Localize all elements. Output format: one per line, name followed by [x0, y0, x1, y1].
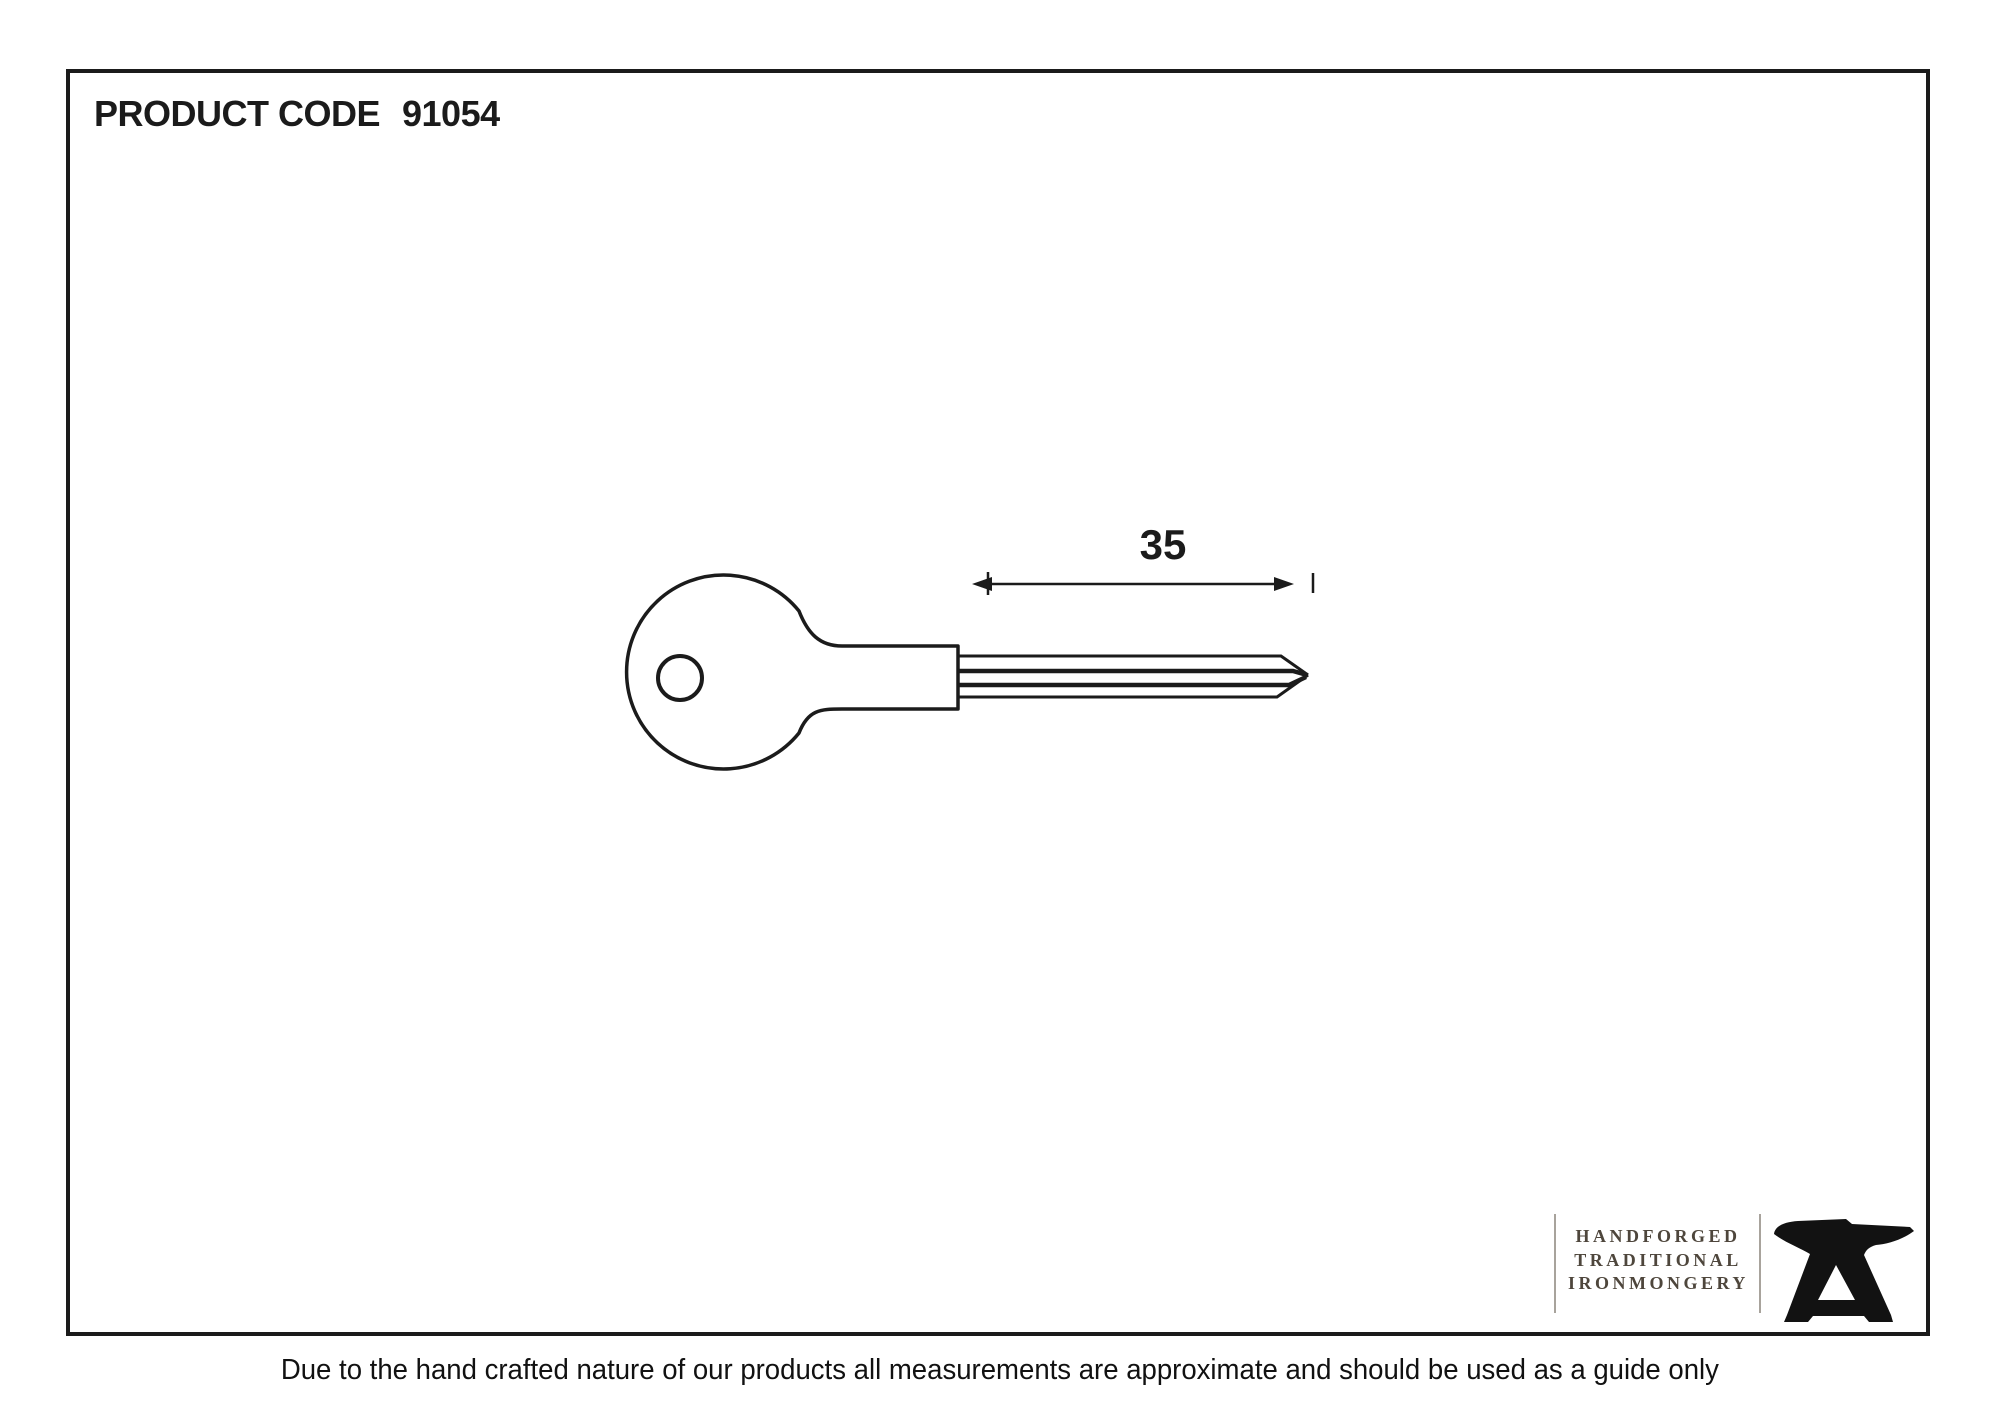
brand-block [1550, 1212, 1915, 1322]
anvil-a-icon [1768, 1212, 1915, 1324]
brand-line-1: HANDFORGED [1575, 1226, 1741, 1246]
key-shank-groove-upper [958, 671, 1307, 675]
dimension-arrow-right-icon [1274, 577, 1294, 591]
brand-line-2: TRADITIONAL [1574, 1249, 1742, 1270]
key-bow-hole [658, 656, 702, 700]
measurement-disclaimer-text: Due to the hand crafted nature of our products all measurements are approximate and should be used as a guide only [280, 1354, 1720, 1386]
brand-line-3: IRONMONGERY [1568, 1273, 1749, 1293]
brand-divider-left [1554, 1214, 1556, 1313]
key-technical-drawing [560, 500, 1360, 820]
key-shank-groove-lower [958, 677, 1306, 685]
brand-wordmark [1568, 1225, 1748, 1296]
product-code-label: PRODUCT CODE [94, 93, 381, 134]
dimension-value: 35 [1139, 521, 1187, 568]
product-code-value: 91054 [402, 93, 500, 134]
measurement-disclaimer [0, 1354, 2000, 1387]
brand-divider-right [1759, 1214, 1761, 1313]
product-code [94, 93, 500, 135]
